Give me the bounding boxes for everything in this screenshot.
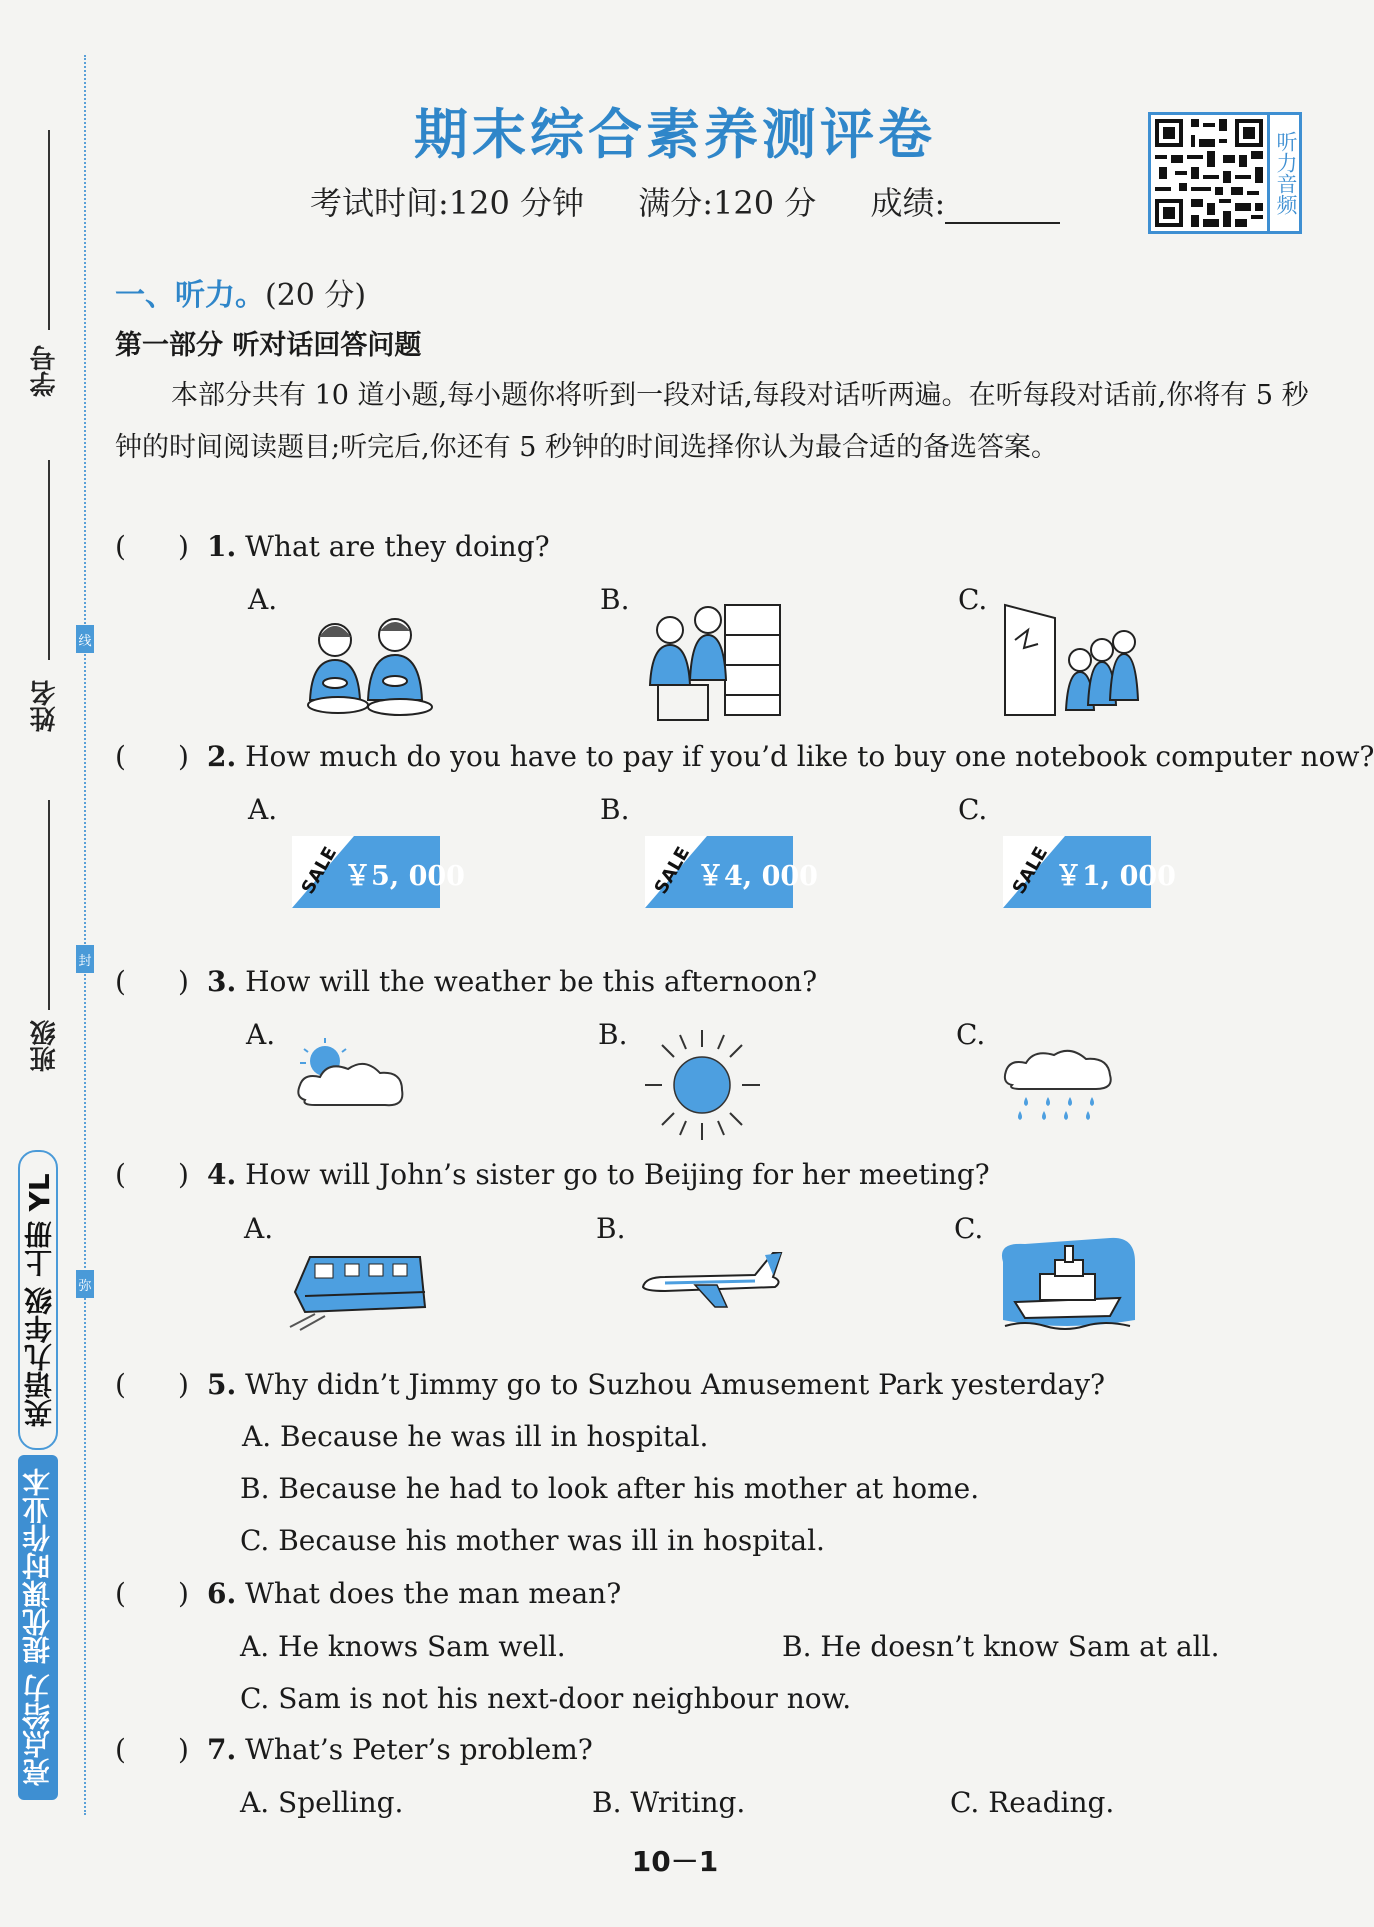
exam-time: 考试时间:120 分钟	[310, 184, 585, 222]
sale-label: SALE	[1008, 843, 1053, 898]
option-label[interactable]: C.	[958, 583, 988, 616]
question-5	[115, 1368, 1105, 1401]
answer-paren-close: )	[177, 1577, 189, 1610]
question-text: How will the weather be this afternoon?	[245, 965, 818, 998]
option-label[interactable]: A.	[244, 1212, 274, 1245]
option-c[interactable]: C. Reading.	[950, 1786, 1115, 1819]
ship-icon	[995, 1232, 1140, 1332]
train-icon	[285, 1232, 430, 1332]
option-b[interactable]: B. Writing.	[592, 1786, 746, 1819]
option-label[interactable]: A.	[248, 583, 278, 616]
price-amount: ￥1, 000	[1055, 861, 1176, 892]
question-number: 7.	[207, 1733, 237, 1766]
people-eating-icon	[300, 605, 435, 725]
question-7	[115, 1733, 593, 1766]
option-label[interactable]: A.	[246, 1018, 276, 1051]
qr-audio-tag: 听力音频	[1270, 112, 1302, 234]
answer-paren-close: )	[177, 1733, 189, 1766]
option-label[interactable]: C.	[956, 1018, 986, 1051]
question-number: 3.	[207, 965, 237, 998]
plane-icon	[635, 1245, 785, 1315]
part-title: 第一部分 听对话回答问题	[115, 330, 422, 361]
binding-margin	[0, 0, 90, 1927]
answer-paren-close: )	[177, 530, 189, 563]
qr-code-icon[interactable]	[1148, 112, 1270, 234]
question-text: How much do you have to pay if you’d like to buy one notebook computer now?	[245, 740, 1374, 773]
answer-paren-open[interactable]: (	[115, 530, 126, 563]
spine	[18, 1150, 58, 1800]
cut-mark-mi: 弥	[76, 1270, 94, 1298]
page-number: 10－1	[631, 1845, 719, 1878]
sale-label: SALE	[650, 843, 695, 898]
question-4	[115, 1158, 990, 1191]
answer-paren-open[interactable]: (	[115, 740, 126, 773]
option-label[interactable]: B.	[598, 1018, 628, 1051]
section-title	[115, 270, 366, 314]
cut-mark-feng: 封	[76, 945, 94, 973]
sale-label: SALE	[297, 843, 342, 898]
people-watching-icon	[1000, 600, 1140, 725]
question-number: 4.	[207, 1158, 237, 1191]
question-1	[115, 530, 550, 563]
option-label[interactable]: B.	[596, 1212, 626, 1245]
question-number: 1.	[207, 530, 237, 563]
price-tag-b	[645, 836, 818, 908]
option-a[interactable]: A. Because he was ill in hospital.	[242, 1420, 709, 1453]
answer-paren-close: )	[177, 965, 189, 998]
answer-paren-open[interactable]: (	[115, 965, 126, 998]
exam-info	[310, 178, 1104, 224]
price-amount: ￥5, 000	[344, 861, 465, 892]
student-no-label: 学号	[30, 345, 60, 397]
answer-paren-open[interactable]: (	[115, 1577, 126, 1610]
option-b[interactable]: B. He doesn’t know Sam at all.	[782, 1630, 1220, 1663]
section-title-text: 一、听力。	[115, 278, 265, 313]
option-a[interactable]: A. He knows Sam well.	[240, 1630, 566, 1663]
option-label[interactable]: B.	[600, 793, 630, 826]
score-blank[interactable]	[945, 192, 1060, 224]
spine-subject: 英语九年级 上册 YL	[18, 1150, 58, 1450]
question-number: 6.	[207, 1577, 237, 1610]
name-blank[interactable]	[48, 460, 50, 660]
question-text: Why didn’t Jimmy go to Suzhou Amusement Park yesterday?	[245, 1368, 1106, 1401]
class-blank[interactable]	[48, 800, 50, 1010]
score-label: 成绩:	[870, 184, 946, 222]
answer-paren-open[interactable]: (	[115, 1733, 126, 1766]
answer-paren-close: )	[177, 1368, 189, 1401]
page-title: 期末综合素养测评卷	[414, 103, 936, 166]
answer-paren-open[interactable]: (	[115, 1368, 126, 1401]
question-text: What’s Peter’s problem?	[245, 1733, 593, 1766]
question-text: How will John’s sister go to Beijing for her meeting?	[245, 1158, 990, 1191]
option-c[interactable]: C. Sam is not his next-door neighbour now.	[240, 1682, 852, 1715]
cloudy-icon	[290, 1035, 415, 1115]
people-shopping-icon	[640, 600, 785, 725]
question-2	[115, 740, 1374, 773]
price-tag-a	[292, 836, 465, 908]
cut-mark-xian: 线	[76, 625, 94, 653]
section-points: (20 分)	[265, 278, 367, 313]
answer-paren-close: )	[177, 740, 189, 773]
class-label: 班级	[30, 1020, 60, 1072]
name-label: 姓名	[30, 680, 60, 732]
instructions: 本部分共有 10 道小题,每小题你将听到一段对话,每段对话听两遍。在听每段对话前,你将有 5 秒钟的时间阅读题目;听完后,你还有 5 秒钟的时间选择你认为最合适的备选答案。	[115, 380, 1309, 463]
question-text: What are they doing?	[245, 530, 550, 563]
option-label[interactable]: C.	[958, 793, 988, 826]
option-label[interactable]: C.	[954, 1212, 984, 1245]
answer-paren-close: )	[177, 1158, 189, 1191]
option-label[interactable]: B.	[600, 583, 630, 616]
sunny-icon	[640, 1025, 765, 1145]
question-text: What does the man mean?	[245, 1577, 622, 1610]
full-score: 满分:120 分	[638, 184, 817, 222]
rainy-icon	[1000, 1045, 1125, 1125]
option-b[interactable]: B. Because he had to look after his mother at home.	[240, 1472, 980, 1505]
answer-paren-open[interactable]: (	[115, 1158, 126, 1191]
question-number: 5.	[207, 1368, 237, 1401]
option-c[interactable]: C. Because his mother was ill in hospital.	[240, 1524, 825, 1557]
cut-line	[84, 55, 86, 1815]
price-tag-c	[1003, 836, 1176, 908]
spine-brand: 亮点给力 提优课时作业本	[18, 1455, 58, 1800]
question-6	[115, 1577, 621, 1610]
option-a[interactable]: A. Spelling.	[240, 1786, 404, 1819]
option-label[interactable]: A.	[248, 793, 278, 826]
question-number: 2.	[207, 740, 237, 773]
question-3	[115, 965, 817, 998]
price-amount: ￥4, 000	[697, 861, 818, 892]
